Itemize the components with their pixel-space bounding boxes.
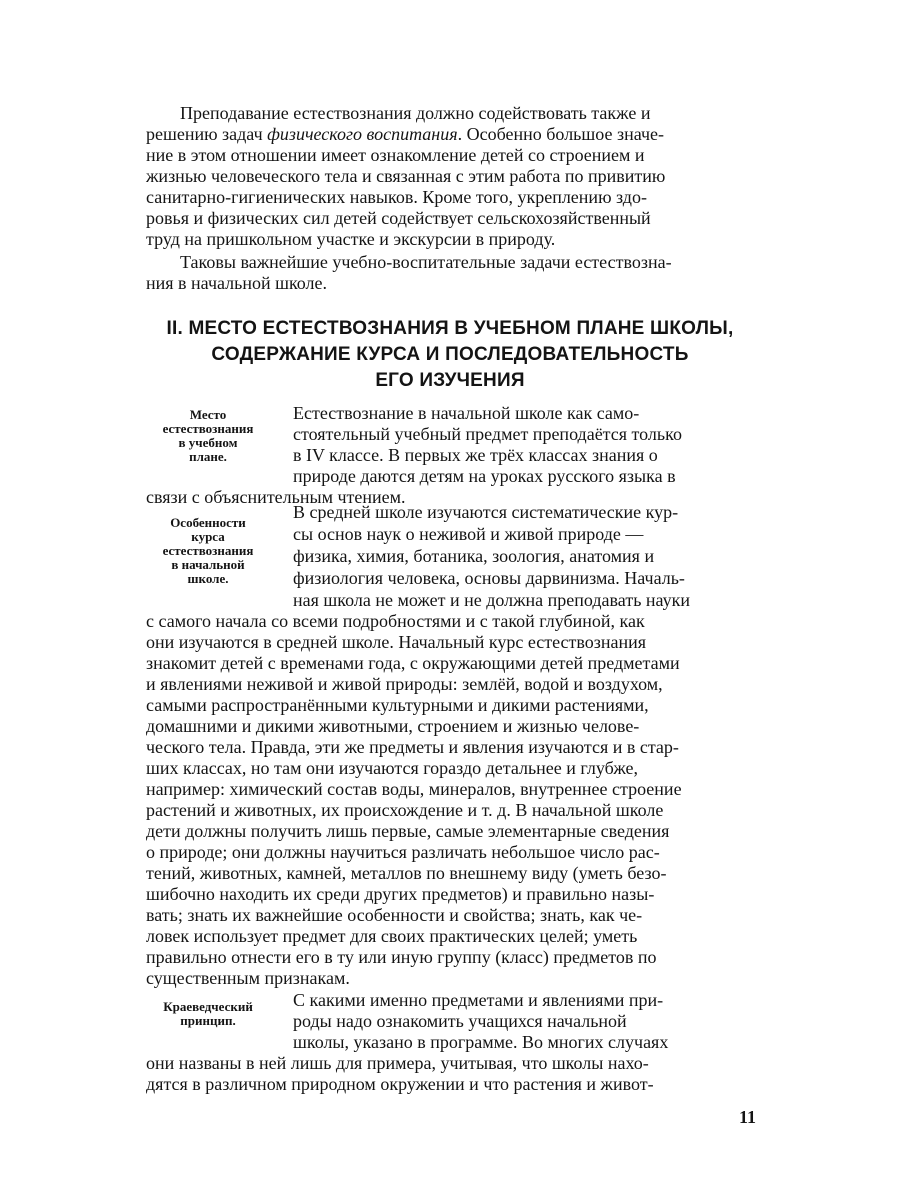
- body-text-line: Таковы важнейшие учебно-воспитательные задачи естествозна-: [180, 252, 672, 272]
- body-text-line: физика, химия, ботаника, зоология, анатомия и: [293, 546, 655, 566]
- body-text-line: дети должны получить лишь первые, самые элементарные сведения: [146, 821, 670, 841]
- body-text-line: и явлениями неживой и живой природы: землёй, водой и воздухом,: [146, 674, 663, 694]
- body-text-line: растений и животных, их происхождение и т. д. В начальной школе: [146, 800, 664, 820]
- body-text-line: ная школа не может и не должна преподавать науки: [293, 590, 690, 610]
- body-text-line: тений, животных, камней, металлов по внешнему виду (уметь безо-: [146, 863, 667, 883]
- body-text-line: школы, указано в программе. Во многих случаях: [293, 1032, 669, 1052]
- body-text-line: существенным признакам.: [146, 968, 350, 988]
- body-text-line: решению задач физического воспитания. Особенно большое значе-: [146, 124, 665, 144]
- body-text-line: жизнью человеческого тела и связанная с этим работа по привитию: [146, 166, 666, 186]
- side-heading-line: естествознания: [162, 543, 254, 558]
- body-text-line: физиология человека, основы дарвинизма. Началь-: [293, 568, 685, 588]
- body-text-line: правильно отнести его в ту или иную группу (класс) предметов по: [146, 947, 657, 967]
- body-text-line: они названы в ней лишь для примера, учитывая, что школы нахо-: [146, 1053, 649, 1073]
- side-heading-line: школе.: [187, 571, 229, 586]
- section-heading-line: II. МЕСТО ЕСТЕСТВОЗНАНИЯ В УЧЕБНОМ ПЛАНЕ ШКОЛЫ,: [166, 318, 734, 339]
- side-heading-line: Особенности: [170, 515, 246, 530]
- side-heading-place: [140, 408, 276, 464]
- body-text-line: стоятельный учебный предмет преподаётся только: [293, 424, 682, 444]
- side-heading-features: [140, 516, 276, 586]
- body-text-line: ровья и физических сил детей содействует сельскохозяйственный: [146, 208, 651, 228]
- side-heading-line: естествознания: [162, 421, 254, 436]
- side-heading-line: курса: [191, 529, 225, 544]
- body-text-line: труд на пришкольном участке и экскурсии в природу.: [146, 229, 556, 249]
- side-heading-line: принцип.: [180, 1013, 236, 1028]
- body-text-line: ловек использует предмет для своих практических целей; уметь: [146, 926, 638, 946]
- body-text-line: В средней школе изучаются систематические кур-: [293, 502, 679, 522]
- italic-phrase: физического воспитания: [267, 124, 458, 144]
- section-heading-line: ЕГО ИЗУЧЕНИЯ: [375, 370, 525, 391]
- body-text-line: ния в начальной школе.: [146, 273, 328, 293]
- side-heading-local: [140, 1000, 276, 1028]
- side-heading-line: Краеведческий: [163, 999, 253, 1014]
- body-text-line: в IV классе. В первых же трёх классах знания о: [293, 445, 658, 465]
- section-heading-line: СОДЕРЖАНИЕ КУРСА И ПОСЛЕДОВАТЕЛЬНОСТЬ: [211, 344, 689, 365]
- page-number: 11: [738, 1107, 756, 1127]
- body-text-line: природе даются детям на уроках русского языка в: [293, 466, 676, 486]
- body-text-line: знакомит детей с временами года, с окружающими детей предметами: [146, 653, 680, 673]
- body-text-line: ших классах, но там они изучаются гораздо детальнее и глубже,: [146, 758, 639, 778]
- body-text-line: сы основ наук о неживой и живой природе —: [293, 524, 644, 544]
- side-heading-line: в начальной: [171, 557, 245, 572]
- body-text-line: домашними и дикими животными, строением и жизнью челове-: [146, 716, 640, 736]
- body-text-line: С какими именно предметами и явлениями при-: [293, 990, 664, 1010]
- side-heading-line: плане.: [189, 449, 227, 464]
- body-text-line: ние в этом отношении имеет ознакомление детей со строением и: [146, 145, 645, 165]
- body-text-line: о природе; они должны научиться различать небольшое число рас-: [146, 842, 660, 862]
- side-heading-line: в учебном: [178, 435, 238, 450]
- body-text-line: связи с объяснительным чтением.: [146, 487, 406, 507]
- body-text-line: самыми распространёнными культурными и дикими растениями,: [146, 695, 649, 715]
- body-text-line: с самого начала со всеми подробностями и с такой глубиной, как: [146, 611, 645, 631]
- body-text-line: ческого тела. Правда, эти же предметы и явления изучаются и в стар-: [146, 737, 679, 757]
- body-text-line: шибочно находить их среди других предметов) и правильно назы-: [146, 884, 655, 904]
- body-text-line: Преподавание естествознания должно содействовать также и: [180, 103, 651, 123]
- body-text-line: вать; знать их важнейшие особенности и свойства; знать, как че-: [146, 905, 643, 925]
- body-text-line: дятся в различном природном окружении и что растения и живот-: [146, 1074, 654, 1094]
- body-text-line: например: химический состав воды, минералов, внутреннее строение: [146, 779, 682, 799]
- body-text-line: Естествознание в начальной школе как само-: [293, 403, 640, 423]
- side-heading-line: Место: [189, 407, 227, 422]
- body-text-line: санитарно-гигиенических навыков. Кроме того, укреплению здо-: [146, 187, 647, 207]
- body-text-line: роды надо ознакомить учащихся начальной: [293, 1011, 627, 1031]
- body-text-line: они изучаются в средней школе. Начальный курс естествознания: [146, 632, 647, 652]
